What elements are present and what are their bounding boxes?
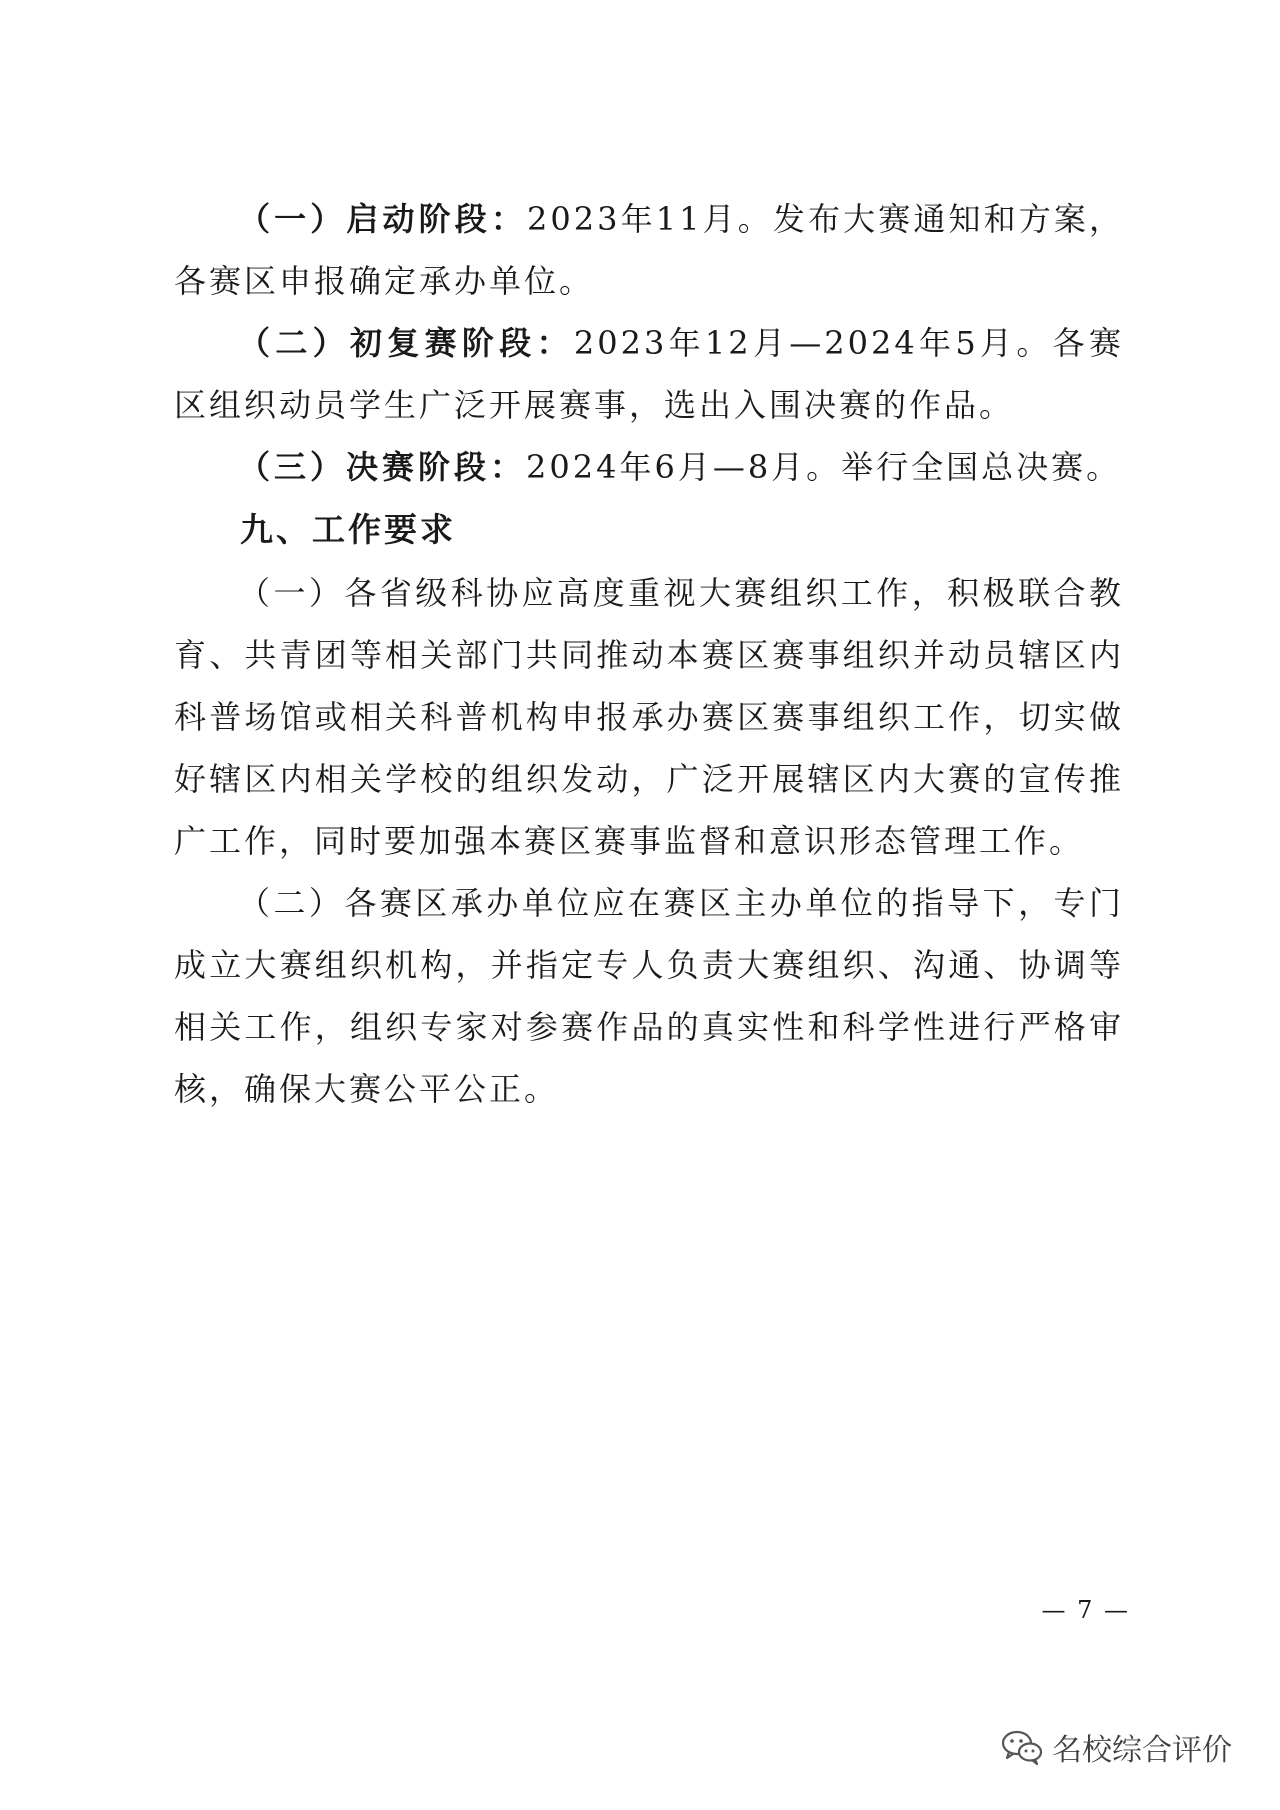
stage-text-1: 2023年11月。发布大赛通知和方案，各赛区申报确定承办单位。 xyxy=(174,200,1124,300)
stage-text-3: 2024年6月—8月。举行全国总决赛。 xyxy=(526,448,1122,486)
stage-paragraph-1 xyxy=(174,188,1124,312)
requirement-paragraph-1: （一）各省级科协应高度重视大赛组织工作，积极联合教育、共青团等相关部门共同推动本赛区赛事组织并动员辖区内科普场馆或相关科普机构申报承办赛区赛事组织工作，切实做好辖区内相关学校的组织发动，广泛开展辖区内大赛的宣传推广工作，同时要加强本赛区赛事监督和意识形态管理工作。 xyxy=(174,574,1124,860)
wechat-icon xyxy=(1000,1727,1044,1767)
stage-label-1: （一）启动阶段： xyxy=(238,200,528,238)
stage-label-3: （三）决赛阶段： xyxy=(238,448,527,486)
stage-label-2: （二）初复赛阶段： xyxy=(238,324,574,362)
watermark-text: 名校综合评价 xyxy=(1052,1733,1232,1768)
section-heading: 九、工作要求 xyxy=(240,510,456,549)
watermark xyxy=(1000,1722,1270,1772)
requirement-paragraph-2: （二）各赛区承办单位应在赛区主办单位的指导下，专门成立大赛组织机构，并指定专人负责大赛组织、沟通、协调等相关工作，组织专家对参赛作品的真实性和科学性进行严格审核，确保大赛公平公正。 xyxy=(174,884,1124,1108)
stage-text-2: 2023年12月—2024年5月。各赛区组织动员学生广泛开展赛事，选出入围决赛的作品。 xyxy=(174,324,1124,424)
stage-paragraph-2 xyxy=(174,312,1124,436)
stage-paragraph-3 xyxy=(174,436,1124,498)
document-body xyxy=(174,188,1124,1120)
page-number: — 7 — xyxy=(1041,1596,1130,1624)
